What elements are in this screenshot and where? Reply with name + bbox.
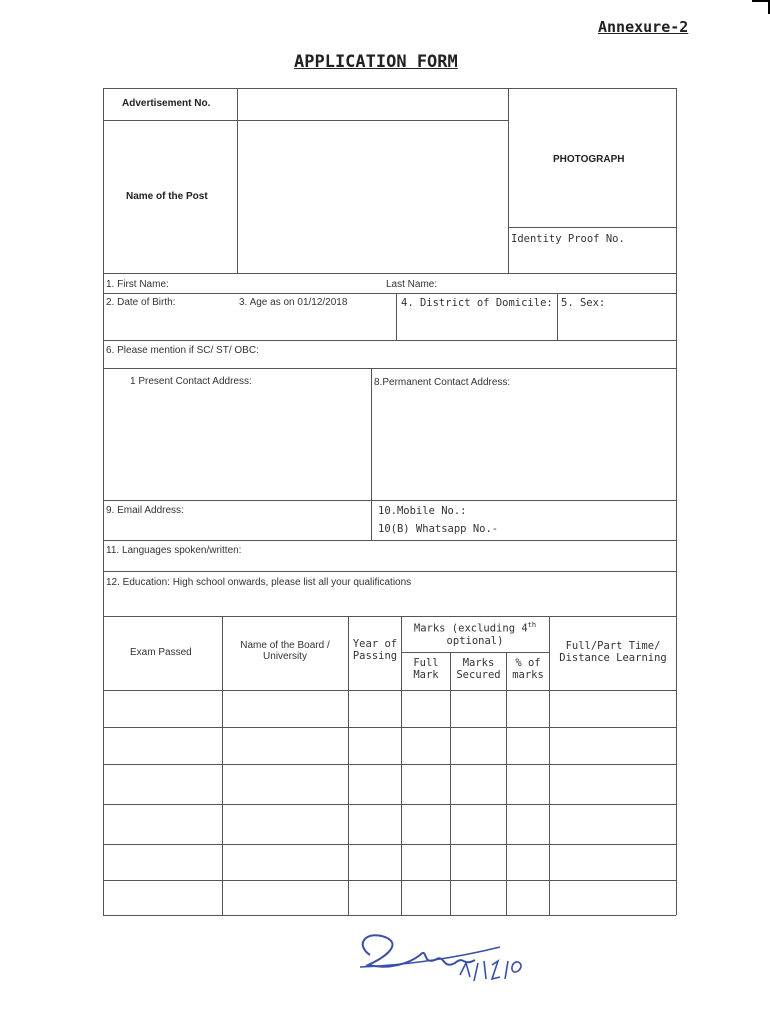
mobile-label: 10.Mobile No.:: [378, 505, 467, 517]
table-row[interactable]: [104, 691, 676, 727]
page-corner-mark: [752, 0, 770, 14]
col-full-mark: Full Mark: [413, 657, 439, 681]
table-row[interactable]: [104, 728, 676, 764]
col-mode: Full/Part Time/ Distance Learning: [559, 640, 667, 664]
name-of-post-field[interactable]: [238, 121, 507, 272]
signature-image: [350, 925, 560, 995]
table-row[interactable]: [104, 765, 676, 804]
table-row[interactable]: [104, 881, 676, 915]
table-row[interactable]: [104, 805, 676, 844]
languages-label: 11. Languages spoken/written:: [106, 545, 242, 556]
name-of-post-label: Name of the Post: [126, 191, 208, 202]
sex-label: 5. Sex:: [561, 297, 606, 309]
advertisement-no-label: Advertisement No.: [122, 98, 211, 109]
age-label: 3. Age as on 01/12/2018: [239, 297, 348, 308]
dob-label: 2. Date of Birth:: [106, 297, 176, 308]
permanent-address-label: 8.Permanent Contact Address:: [374, 377, 511, 388]
col-marks-group: Marks (excluding 4th optional): [413, 621, 537, 647]
email-label: 9. Email Address:: [106, 505, 184, 516]
last-name-label: Last Name:: [386, 279, 438, 290]
first-name-label: 1. First Name:: [106, 279, 169, 290]
col-board: Name of the Board / University: [240, 640, 330, 662]
form-title: APPLICATION FORM: [294, 52, 458, 72]
table-row[interactable]: [104, 845, 676, 880]
district-label: 4. District of Domicile:: [401, 297, 553, 309]
whatsapp-label: 10(B) Whatsapp No.-: [378, 523, 499, 535]
col-exam-passed: Exam Passed: [130, 647, 192, 658]
col-marks-secured: Marks Secured: [456, 657, 501, 681]
col-year: Year of Passing: [352, 638, 398, 662]
category-label: 6. Please mention if SC/ ST/ OBC:: [106, 345, 259, 356]
identity-proof-label: Identity Proof No.: [511, 233, 625, 245]
photograph-box[interactable]: [509, 89, 675, 227]
education-label: 12. Education: High school onwards, please list all your qualifications: [106, 577, 412, 588]
advertisement-no-field[interactable]: [238, 89, 507, 120]
present-address-label: 1 Present Contact Address:: [130, 376, 252, 387]
photograph-label: PHOTOGRAPH: [553, 154, 625, 165]
col-percent: % of marks: [512, 657, 544, 681]
annexure-label: Annexure-2: [598, 18, 689, 36]
